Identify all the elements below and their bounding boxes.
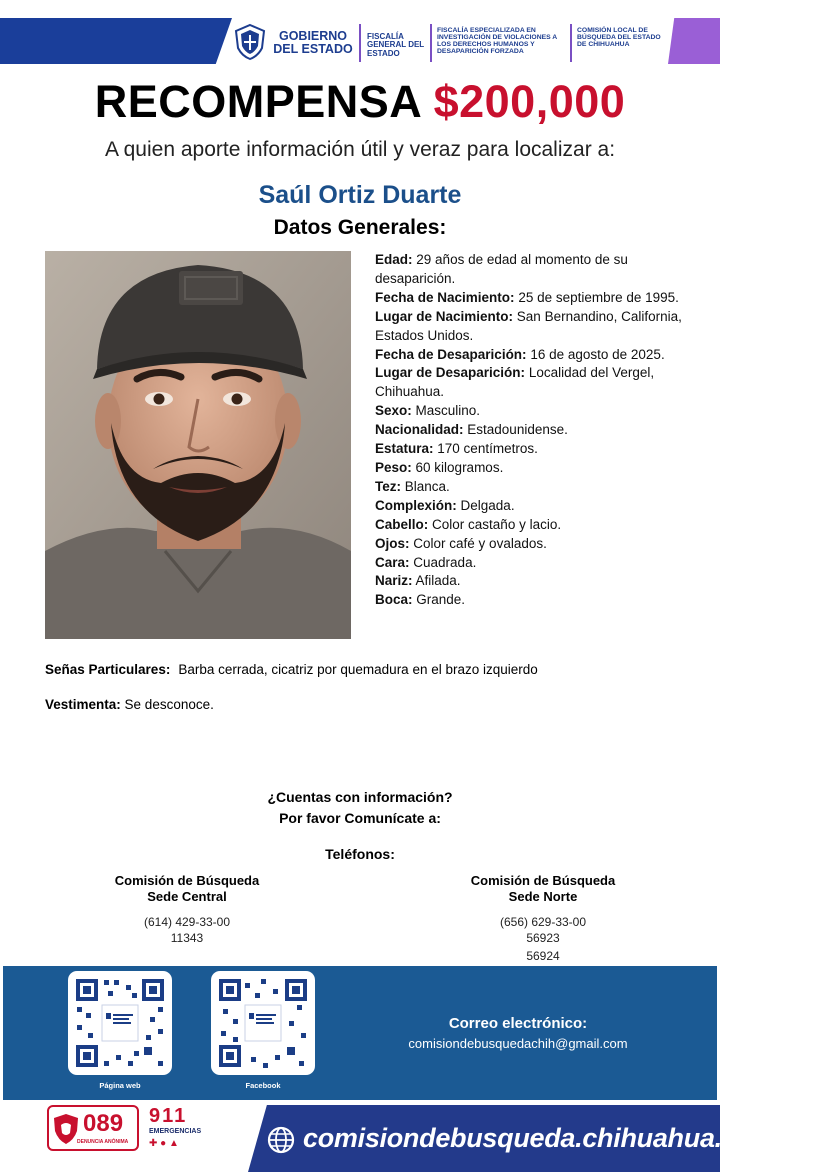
field-nacionalidad: Nacionalidad: Estadounidense. — [375, 422, 568, 438]
globe-icon — [266, 1125, 296, 1155]
badge-911-number: 911 — [149, 1105, 188, 1127]
shield-icon — [53, 1113, 79, 1145]
phone-central[interactable]: (614) 429-33-00 — [143, 915, 231, 929]
field-cabello: Cabello: Color castaño y lacio. — [375, 516, 562, 532]
field-fecha-nacimiento: Fecha de Nacimiento: 25 de septiembre de 1995. — [375, 289, 679, 305]
qr-web-caption: Página web — [99, 1081, 141, 1090]
sede-norte-phones — [423, 914, 663, 964]
state-seal-icon — [234, 24, 266, 60]
reward-word: RECOMPENSA — [94, 76, 421, 127]
divider — [570, 24, 572, 62]
contact-band — [3, 966, 717, 1100]
qr-code-icon — [217, 977, 309, 1069]
emergency-icons: ✚ ● ▲ — [149, 1138, 179, 1149]
phone-norte[interactable]: (656) 629-33-00 — [499, 915, 587, 929]
clothing: Vestimenta: Se desconoce. — [45, 697, 214, 712]
badge-089-number: 089 — [83, 1110, 124, 1137]
field-edad: Edad: 29 años de edad al momento de su desaparición. — [375, 252, 628, 286]
header-blue-stripe — [0, 18, 232, 64]
header — [0, 0, 720, 66]
contact-question: ¿Cuentas con información? — [267, 789, 453, 805]
field-cara: Cara: Cuadrada. — [375, 554, 477, 570]
sede-central-phones — [67, 914, 307, 946]
org-fiscalia-especializada: FISCALÍA ESPECIALIZADA EN INVESTIGACIÓN DE VIOLACIONES A LOS DERECHOS HUMANOS Y DESAPARICIÓN FORZADA — [437, 27, 557, 56]
field-ojos: Ojos: Color café y ovalados. — [375, 535, 547, 551]
field-nariz: Nariz: Afilada. — [375, 573, 461, 589]
ext-norte-1: 56923 — [526, 931, 560, 945]
org-fiscalia: FISCALÍA GENERAL DEL ESTADO — [367, 32, 425, 58]
sede-norte: Comisión de Búsqueda Sede Norte — [470, 873, 616, 904]
divider — [359, 24, 361, 62]
field-boca: Boca: Grande. — [375, 592, 466, 608]
field-sexo: Sexo: Masculino. — [375, 403, 481, 419]
org-comision: COMISIÓN LOCAL DE BÚSQUEDA DEL ESTADO DE CHIHUAHUA — [577, 27, 661, 49]
field-tez: Tez: Blanca. — [375, 478, 450, 494]
general-data-list — [375, 251, 695, 610]
header-purple-stripe — [668, 18, 720, 64]
sede-central: Comisión de Búsqueda Sede Central — [114, 873, 260, 904]
reward-title — [0, 76, 720, 128]
ext-central: 11343 — [170, 931, 204, 945]
website-link[interactable]: comisiondebusqueda.chihuahua.gob.mx — [303, 1123, 816, 1153]
email-title: Correo electrónico: — [448, 1015, 588, 1032]
person-photo — [45, 251, 351, 639]
person-name: Saúl Ortiz Duarte — [258, 181, 462, 209]
subtitle: A quien aporte información útil y veraz para localizar a: — [104, 138, 616, 161]
field-peso: Peso: 60 kilogramos. — [375, 459, 504, 475]
badge-911 — [149, 1105, 211, 1151]
field-lugar-desaparicion: Lugar de Desaparición: Localidad del Vergel, Chihuahua. — [375, 365, 655, 400]
section-title: Datos Generales: — [273, 216, 447, 239]
contact-request: Por favor Comunícate a: — [279, 810, 441, 826]
reward-amount: $200,000 — [433, 76, 626, 127]
qr-code-icon — [74, 977, 166, 1069]
ext-norte-2: 56924 — [526, 949, 560, 963]
field-fecha-desaparicion: Fecha de Desaparición: 16 de agosto de 2025. — [375, 346, 665, 362]
distinguishing-marks: Señas Particulares: Barba cerrada, cicatriz por quemadura en el brazo izquierdo — [45, 662, 538, 677]
qr-facebook-caption: Facebook — [245, 1081, 281, 1090]
qr-web[interactable] — [68, 971, 172, 1075]
field-complexion: Complexión: Delgada. — [375, 497, 515, 513]
phones-title: Teléfonos: — [325, 846, 395, 862]
email-address[interactable]: comisiondebusquedachih@gmail.com — [408, 1036, 628, 1051]
badge-089-caption: DENUNCIA ANÓNIMA — [77, 1139, 129, 1145]
divider — [430, 24, 432, 62]
field-lugar-nacimiento: Lugar de Nacimiento: San Bernandino, California, Estados Unidos. — [375, 308, 682, 343]
badge-911-caption: EMERGENCIAS — [149, 1128, 202, 1135]
org-gobierno: GOBIERNO DEL ESTADO — [273, 29, 353, 57]
field-estatura: Estatura: 170 centímetros. — [375, 441, 538, 457]
qr-facebook[interactable] — [211, 971, 315, 1075]
badge-089 — [47, 1105, 139, 1151]
